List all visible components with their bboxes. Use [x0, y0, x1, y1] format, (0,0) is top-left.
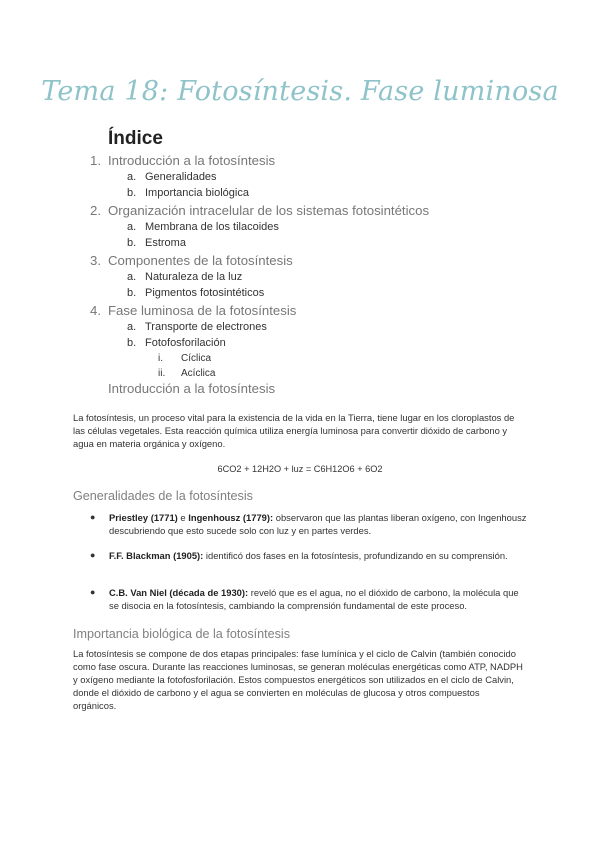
toc-subitem [0, 220, 600, 235]
toc-label: Componentes de la fotosíntesis [108, 253, 293, 268]
toc-subitem [0, 270, 600, 285]
toc-subitem [0, 170, 600, 185]
toc-label: Generalidades [145, 171, 217, 183]
toc-item-3 [0, 253, 600, 269]
toc-number: 3. [90, 253, 101, 268]
toc-number: b. [127, 337, 137, 349]
toc-number: 4. [90, 303, 101, 318]
toc-label: Importancia biológica [145, 187, 249, 199]
list-item [90, 511, 530, 537]
section-heading-generalidades: Generalidades de la fotosíntesis [73, 489, 253, 503]
intro-paragraph: La fotosíntesis, un proceso vital para la existencia de la vida en la Tierra, tiene lugar en los cloroplastos de las células vegetales. Esta reacción química utiliza energía luminosa para convertir dióxido de carbono y agua en materia orgánica y oxígeno. [73, 412, 515, 449]
document-title: Tema 18: Fotosíntesis. Fase luminosa [41, 76, 559, 107]
toc-subsubitem [0, 352, 600, 366]
toc-label: Transporte de electrones [145, 321, 267, 333]
importancia-paragraph: La fotosíntesis se compone de dos etapas principales: fase lumínica y el ciclo de Calvin (también conocido como fase oscura. Durante las reacciones luminosas, se generan moléculas energéticas como ATP, NADPH y oxígeno mediante la fotofosforilación. Estos compuestos energéticos son utilizados en el ciclo de Calvin, donde el dióxido de carbono y el agua se convierten en moléculas de glucosa y otros compuestos orgánicos. [73, 648, 523, 711]
list-item [90, 549, 530, 562]
list-item [90, 586, 530, 612]
toc-number: ii. [158, 368, 166, 379]
section-heading-intro: Introducción a la fotosíntesis [108, 381, 276, 396]
toc-subitem [0, 186, 600, 201]
toc-number: a. [127, 271, 137, 283]
toc-item-1 [0, 153, 600, 169]
bullet-text: Priestley (1771) e Ingenhousz (1779): observaron que las plantas liberan oxígeno, con Ingenhousz descubriendo que esto sucede solo con luz y en partes verdes. [109, 512, 527, 536]
bullet-icon: ● [90, 550, 96, 560]
toc-label: Fase luminosa de la fotosíntesis [108, 303, 297, 318]
toc-number: a. [127, 221, 137, 233]
toc-label: Acíclica [181, 368, 216, 379]
toc-subitem [0, 286, 600, 301]
toc-label: Cíclica [181, 353, 212, 364]
bullet-text: F.F. Blackman (1905): identificó dos fases en la fotosíntesis, profundizando en su comprensión. [109, 550, 508, 561]
toc-label: Pigmentos fotosintéticos [145, 287, 265, 299]
section-heading-importancia: Importancia biológica de la fotosíntesis [73, 627, 291, 641]
toc-subitem [0, 320, 600, 335]
toc-number: b. [127, 287, 137, 299]
bullet-text: C.B. Van Niel (década de 1930): reveló que es el agua, no el dióxido de carbono, la molécula que se disocia en la fotosíntesis, cambiando la comprensión fundamental de este proceso. [109, 587, 519, 611]
bullet-icon: ● [90, 512, 96, 522]
toc-number: 1. [90, 153, 101, 168]
toc-label: Fotofosforilación [145, 337, 226, 349]
index-heading: Índice [108, 128, 163, 149]
toc-subitem [0, 336, 600, 351]
toc-number: a. [127, 321, 137, 333]
toc-label: Organización intracelular de los sistemas fotosintéticos [108, 203, 430, 218]
toc-label: Estroma [145, 237, 186, 249]
toc-number: 2. [90, 203, 101, 218]
toc-number: i. [158, 353, 163, 364]
toc-subitem [0, 236, 600, 251]
toc-number: a. [127, 171, 137, 183]
toc-item-2 [0, 203, 600, 219]
toc-number: b. [127, 187, 137, 199]
bullet-icon: ● [90, 587, 96, 597]
toc-label: Membrana de los tilacoides [145, 221, 279, 233]
toc-number: b. [127, 237, 137, 249]
toc-item-4 [0, 303, 600, 319]
toc-label: Introducción a la fotosíntesis [108, 153, 276, 168]
table-of-contents [0, 151, 600, 381]
toc-subsubitem [0, 367, 600, 381]
photosynthesis-equation: 6CO2 + 12H2O + luz = C6H12O6 + 6O2 [217, 464, 383, 474]
toc-label: Naturaleza de la luz [145, 271, 243, 283]
